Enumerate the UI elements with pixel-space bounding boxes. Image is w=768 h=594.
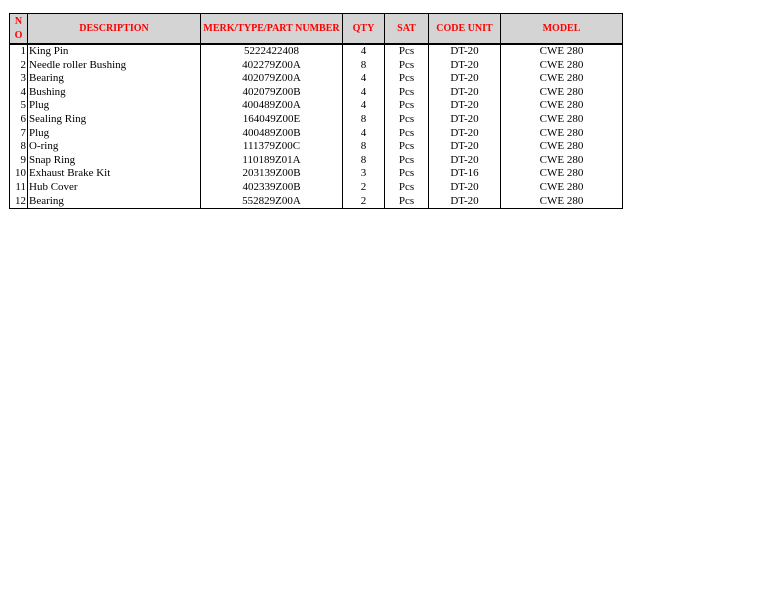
row-part-number-cell: 402079Z00A xyxy=(201,72,343,86)
row-no-cell: 12 xyxy=(10,195,28,209)
row-sat-cell: Pcs xyxy=(385,195,429,209)
header-sat: SAT xyxy=(385,14,429,45)
row-part-number-cell: 111379Z00C xyxy=(201,140,343,154)
table-row xyxy=(10,140,623,154)
row-qty-cell: 8 xyxy=(343,154,385,168)
row-qty-cell: 4 xyxy=(343,127,385,141)
row-sat-cell: Pcs xyxy=(385,167,429,181)
table-row xyxy=(10,195,623,209)
row-no-cell: 7 xyxy=(10,127,28,141)
row-description-cell: Bearing xyxy=(28,195,201,209)
row-part-number-cell: 164049Z00E xyxy=(201,113,343,127)
row-code-unit-cell: DT-20 xyxy=(429,127,501,141)
header-qty: QTY xyxy=(343,14,385,45)
row-part-number-cell: 203139Z00B xyxy=(201,167,343,181)
table-row xyxy=(10,86,623,100)
row-part-number-cell: 400489Z00B xyxy=(201,127,343,141)
row-no-cell: 3 xyxy=(10,72,28,86)
row-description-cell: Plug xyxy=(28,127,201,141)
header-description: DESCRIPTION xyxy=(28,14,201,45)
table-row xyxy=(10,167,623,181)
row-model-cell: CWE 280 xyxy=(501,113,623,127)
row-sat-cell: Pcs xyxy=(385,86,429,100)
row-sat-cell: Pcs xyxy=(385,59,429,73)
row-sat-cell: Pcs xyxy=(385,44,429,59)
table-row xyxy=(10,181,623,195)
table-row xyxy=(10,72,623,86)
row-description-cell: Snap Ring xyxy=(28,154,201,168)
row-sat-cell: Pcs xyxy=(385,99,429,113)
row-code-unit-cell: DT-20 xyxy=(429,86,501,100)
row-code-unit-cell: DT-16 xyxy=(429,167,501,181)
row-sat-cell: Pcs xyxy=(385,181,429,195)
row-no-cell: 8 xyxy=(10,140,28,154)
row-no-cell: 4 xyxy=(10,86,28,100)
row-no-cell: 2 xyxy=(10,59,28,73)
row-model-cell: CWE 280 xyxy=(501,181,623,195)
row-qty-cell: 8 xyxy=(343,140,385,154)
row-sat-cell: Pcs xyxy=(385,140,429,154)
row-model-cell: CWE 280 xyxy=(501,140,623,154)
table-row xyxy=(10,99,623,113)
row-code-unit-cell: DT-20 xyxy=(429,99,501,113)
row-part-number-cell: 110189Z01A xyxy=(201,154,343,168)
row-model-cell: CWE 280 xyxy=(501,195,623,209)
header-no xyxy=(10,14,28,45)
table-body xyxy=(10,44,623,209)
row-model-cell: CWE 280 xyxy=(501,86,623,100)
row-qty-cell: 2 xyxy=(343,181,385,195)
row-no-cell: 5 xyxy=(10,99,28,113)
row-description-cell: Exhaust Brake Kit xyxy=(28,167,201,181)
row-sat-cell: Pcs xyxy=(385,127,429,141)
row-model-cell: CWE 280 xyxy=(501,44,623,59)
row-description-cell: Bearing xyxy=(28,72,201,86)
table-row xyxy=(10,44,623,59)
row-no-cell: 10 xyxy=(10,167,28,181)
row-code-unit-cell: DT-20 xyxy=(429,154,501,168)
row-model-cell: CWE 280 xyxy=(501,167,623,181)
row-description-cell: Plug xyxy=(28,99,201,113)
row-description-cell: Sealing Ring xyxy=(28,113,201,127)
row-code-unit-cell: DT-20 xyxy=(429,72,501,86)
row-qty-cell: 4 xyxy=(343,44,385,59)
row-model-cell: CWE 280 xyxy=(501,99,623,113)
header-part-number: MERK/TYPE/PART NUMBER xyxy=(201,14,343,45)
row-qty-cell: 3 xyxy=(343,167,385,181)
row-no-cell: 1 xyxy=(10,44,28,59)
parts-table xyxy=(9,13,623,209)
row-part-number-cell: 402079Z00B xyxy=(201,86,343,100)
row-description-cell: King Pin xyxy=(28,44,201,59)
row-model-cell: CWE 280 xyxy=(501,72,623,86)
row-qty-cell: 4 xyxy=(343,72,385,86)
row-code-unit-cell: DT-20 xyxy=(429,113,501,127)
row-qty-cell: 8 xyxy=(343,113,385,127)
row-sat-cell: Pcs xyxy=(385,72,429,86)
row-no-cell: 9 xyxy=(10,154,28,168)
row-part-number-cell: 552829Z00A xyxy=(201,195,343,209)
header-code-unit: CODE UNIT xyxy=(429,14,501,45)
row-sat-cell: Pcs xyxy=(385,113,429,127)
row-description-cell: Hub Cover xyxy=(28,181,201,195)
row-part-number-cell: 402339Z00B xyxy=(201,181,343,195)
table-row xyxy=(10,154,623,168)
table-row xyxy=(10,59,623,73)
row-sat-cell: Pcs xyxy=(385,154,429,168)
row-model-cell: CWE 280 xyxy=(501,59,623,73)
row-description-cell: Needle roller Bushing xyxy=(28,59,201,73)
header-no-line1: N xyxy=(14,15,23,27)
row-description-cell: O-ring xyxy=(28,140,201,154)
row-code-unit-cell: DT-20 xyxy=(429,59,501,73)
row-part-number-cell: 402279Z00A xyxy=(201,59,343,73)
row-qty-cell: 4 xyxy=(343,86,385,100)
row-part-number-cell: 5222422408 xyxy=(201,44,343,59)
row-model-cell: CWE 280 xyxy=(501,127,623,141)
row-description-cell: Bushing xyxy=(28,86,201,100)
row-code-unit-cell: DT-20 xyxy=(429,181,501,195)
header-model: MODEL xyxy=(501,14,623,45)
row-qty-cell: 2 xyxy=(343,195,385,209)
row-code-unit-cell: DT-20 xyxy=(429,195,501,209)
row-qty-cell: 4 xyxy=(343,99,385,113)
header-no-line2: O xyxy=(14,29,23,41)
row-qty-cell: 8 xyxy=(343,59,385,73)
row-no-cell: 6 xyxy=(10,113,28,127)
header-row xyxy=(10,14,623,45)
row-no-cell: 11 xyxy=(10,181,28,195)
row-model-cell: CWE 280 xyxy=(501,154,623,168)
row-code-unit-cell: DT-20 xyxy=(429,44,501,59)
table-row xyxy=(10,127,623,141)
row-part-number-cell: 400489Z00A xyxy=(201,99,343,113)
table-row xyxy=(10,113,623,127)
row-code-unit-cell: DT-20 xyxy=(429,140,501,154)
